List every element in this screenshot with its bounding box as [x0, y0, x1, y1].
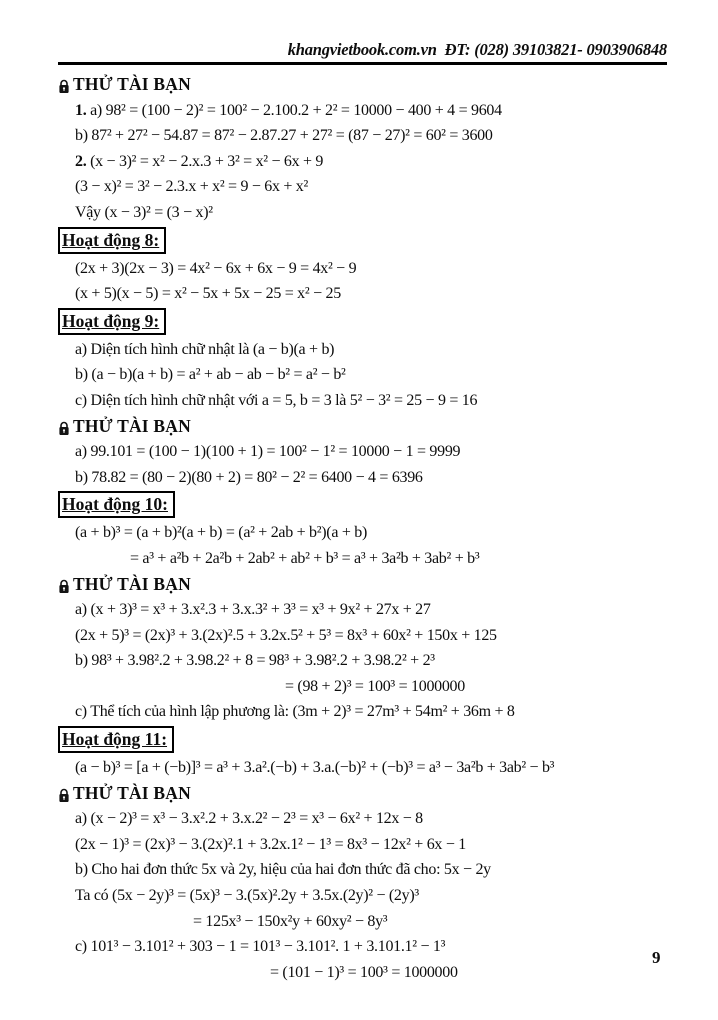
math-line	[58, 623, 667, 649]
math-text: (2x + 5)³ = (2x)³ + 3.(2x)².5 + 3.2x.5² + 5³ = 8x³ + 60x² + 150x + 125	[75, 626, 497, 644]
math-line	[58, 362, 667, 388]
math-text: (a + b)³ = (a + b)²(a + b) = (a² + 2ab + b²)(a + b)	[75, 524, 367, 542]
math-line	[58, 909, 667, 935]
section-heading-label: THỬ TÀI BẠN	[73, 573, 191, 594]
math-line	[58, 149, 667, 175]
page-content	[58, 40, 667, 985]
math-line	[58, 337, 667, 363]
math-line	[58, 648, 667, 674]
section-heading-label: THỬ TÀI BẠN	[73, 782, 191, 803]
page-header: khangvietbook.com.vn ĐT: (028) 39103821- 0903906848	[287, 40, 667, 59]
math-text: b) 78.82 = (80 − 2)(80 + 2) = 80² − 2² = 6400 − 4 = 6396	[75, 468, 423, 486]
math-line	[58, 200, 667, 226]
section-heading-label: THỬ TÀI BẠN	[73, 74, 191, 94]
math-text: Vậy (x − 3)² = (3 − x)²	[75, 203, 213, 221]
math-line	[58, 465, 667, 491]
activity-heading-row	[58, 227, 667, 255]
math-line	[58, 597, 667, 623]
math-line	[58, 123, 667, 149]
header-rule	[58, 62, 667, 65]
math-line	[58, 546, 667, 572]
math-line	[58, 281, 667, 307]
math-line	[58, 806, 667, 832]
lock-icon	[58, 419, 70, 434]
math-text: (a − b)³ = [a + (−b)]³ = a³ + 3.a².(−b) + 3.a.(−b)² + (−b)³ = a³ − 3a²b + 3ab² − b³	[75, 759, 555, 777]
math-text: (x − 3)² = x² − 2.x.3 + 3² = x² − 6x + 9	[86, 152, 324, 170]
solution-lines	[58, 72, 667, 985]
math-text: (x + 5)(x − 5) = x² − 5x + 5x − 25 = x² − 25	[75, 285, 341, 303]
math-text: c) 101³ − 3.101² + 303 − 1 = 101³ − 3.101². 1 + 3.101.1² − 1³	[75, 938, 446, 956]
math-line	[58, 98, 667, 124]
page-number: 9	[652, 948, 661, 967]
math-line	[58, 883, 667, 909]
math-text: = (101 − 1)³ = 100³ = 1000000	[270, 963, 458, 981]
section-heading-thu-tai-ban	[58, 414, 667, 440]
activity-heading: Hoạt động 11:	[58, 726, 174, 753]
math-text: a) Diện tích hình chữ nhật là (a − b)(a + b)	[75, 340, 335, 358]
math-line	[58, 832, 667, 858]
math-text: a) 99.101 = (100 − 1)(100 + 1) = 100² − 1² = 10000 − 1 = 9999	[75, 443, 461, 461]
math-text: b) 98³ + 3.98².2 + 3.98.2² + 8 = 98³ + 3.98².2 + 3.98.2² + 2³	[75, 652, 435, 670]
math-line	[58, 699, 667, 725]
math-text: = (98 + 2)³ = 100³ = 1000000	[285, 677, 465, 695]
math-text: = 125x³ − 150x²y + 60xy² − 8y³	[193, 912, 388, 930]
item-number: 2.	[75, 152, 87, 170]
math-text: a) (x − 2)³ = x³ − 3.x².2 + 3.x.2² − 2³ = x³ − 6x² + 12x − 8	[75, 810, 423, 828]
math-text: c) Thể tích của hình lập phương là: (3m + 2)³ = 27m³ + 54m² + 36m + 8	[75, 703, 515, 721]
math-line	[58, 960, 667, 986]
math-line	[58, 857, 667, 883]
math-line	[58, 174, 667, 200]
math-text: c) Diện tích hình chữ nhật với a = 5, b = 3 là 5² − 3² = 25 − 9 = 16	[75, 391, 478, 409]
math-text: = a³ + a²b + 2a²b + 2ab² + ab² + b³ = a³ + 3a²b + 3ab² + b³	[130, 549, 480, 567]
math-text: (3 − x)² = 3² − 2.3.x + x² = 9 − 6x + x²	[75, 178, 309, 196]
math-text: (2x + 3)(2x − 3) = 4x² − 6x + 6x − 9 = 4x² − 9	[75, 259, 357, 277]
lock-icon	[58, 786, 70, 801]
math-line	[58, 934, 667, 960]
math-text: b) 87² + 27² − 54.87 = 87² − 2.87.27 + 27² = (87 − 27)² = 60² = 3600	[75, 127, 493, 145]
section-heading-label: THỬ TÀI BẠN	[73, 415, 191, 436]
math-text: Ta có (5x − 2y)³ = (5x)³ − 3.(5x)².2y + 3.5x.(2y)² − (2y)³	[75, 887, 419, 905]
activity-heading-row	[58, 308, 667, 336]
math-line	[58, 388, 667, 414]
section-heading-thu-tai-ban	[58, 572, 667, 598]
math-text: a) (x + 3)³ = x³ + 3.x².3 + 3.x.3² + 3³ = x³ + 9x² + 27x + 27	[75, 601, 431, 619]
math-line	[58, 520, 667, 546]
math-line	[58, 439, 667, 465]
lock-icon	[58, 577, 70, 592]
math-line	[58, 674, 667, 700]
activity-heading: Hoạt động 8:	[58, 227, 166, 254]
section-heading-thu-tai-ban	[58, 72, 667, 98]
item-number: 1.	[75, 101, 87, 119]
activity-heading-row	[58, 726, 667, 754]
math-line	[58, 755, 667, 781]
activity-heading-row	[58, 491, 667, 519]
math-text: (2x − 1)³ = (2x)³ − 3.(2x)².1 + 3.2x.1² − 1³ = 8x³ − 12x² + 6x − 1	[75, 835, 466, 853]
math-text: b) Cho hai đơn thức 5x và 2y, hiệu của hai đơn thức đã cho: 5x − 2y	[75, 861, 491, 879]
math-text: b) (a − b)(a + b) = a² + ab − ab − b² = a² − b²	[75, 366, 346, 384]
math-text: a) 98² = (100 − 2)² = 100² − 2.100.2 + 2² = 10000 − 400 + 4 = 9604	[86, 101, 502, 119]
lock-icon	[58, 77, 70, 92]
activity-heading: Hoạt động 10:	[58, 491, 175, 518]
math-line	[58, 256, 667, 282]
section-heading-thu-tai-ban	[58, 781, 667, 807]
activity-heading: Hoạt động 9:	[58, 308, 166, 335]
